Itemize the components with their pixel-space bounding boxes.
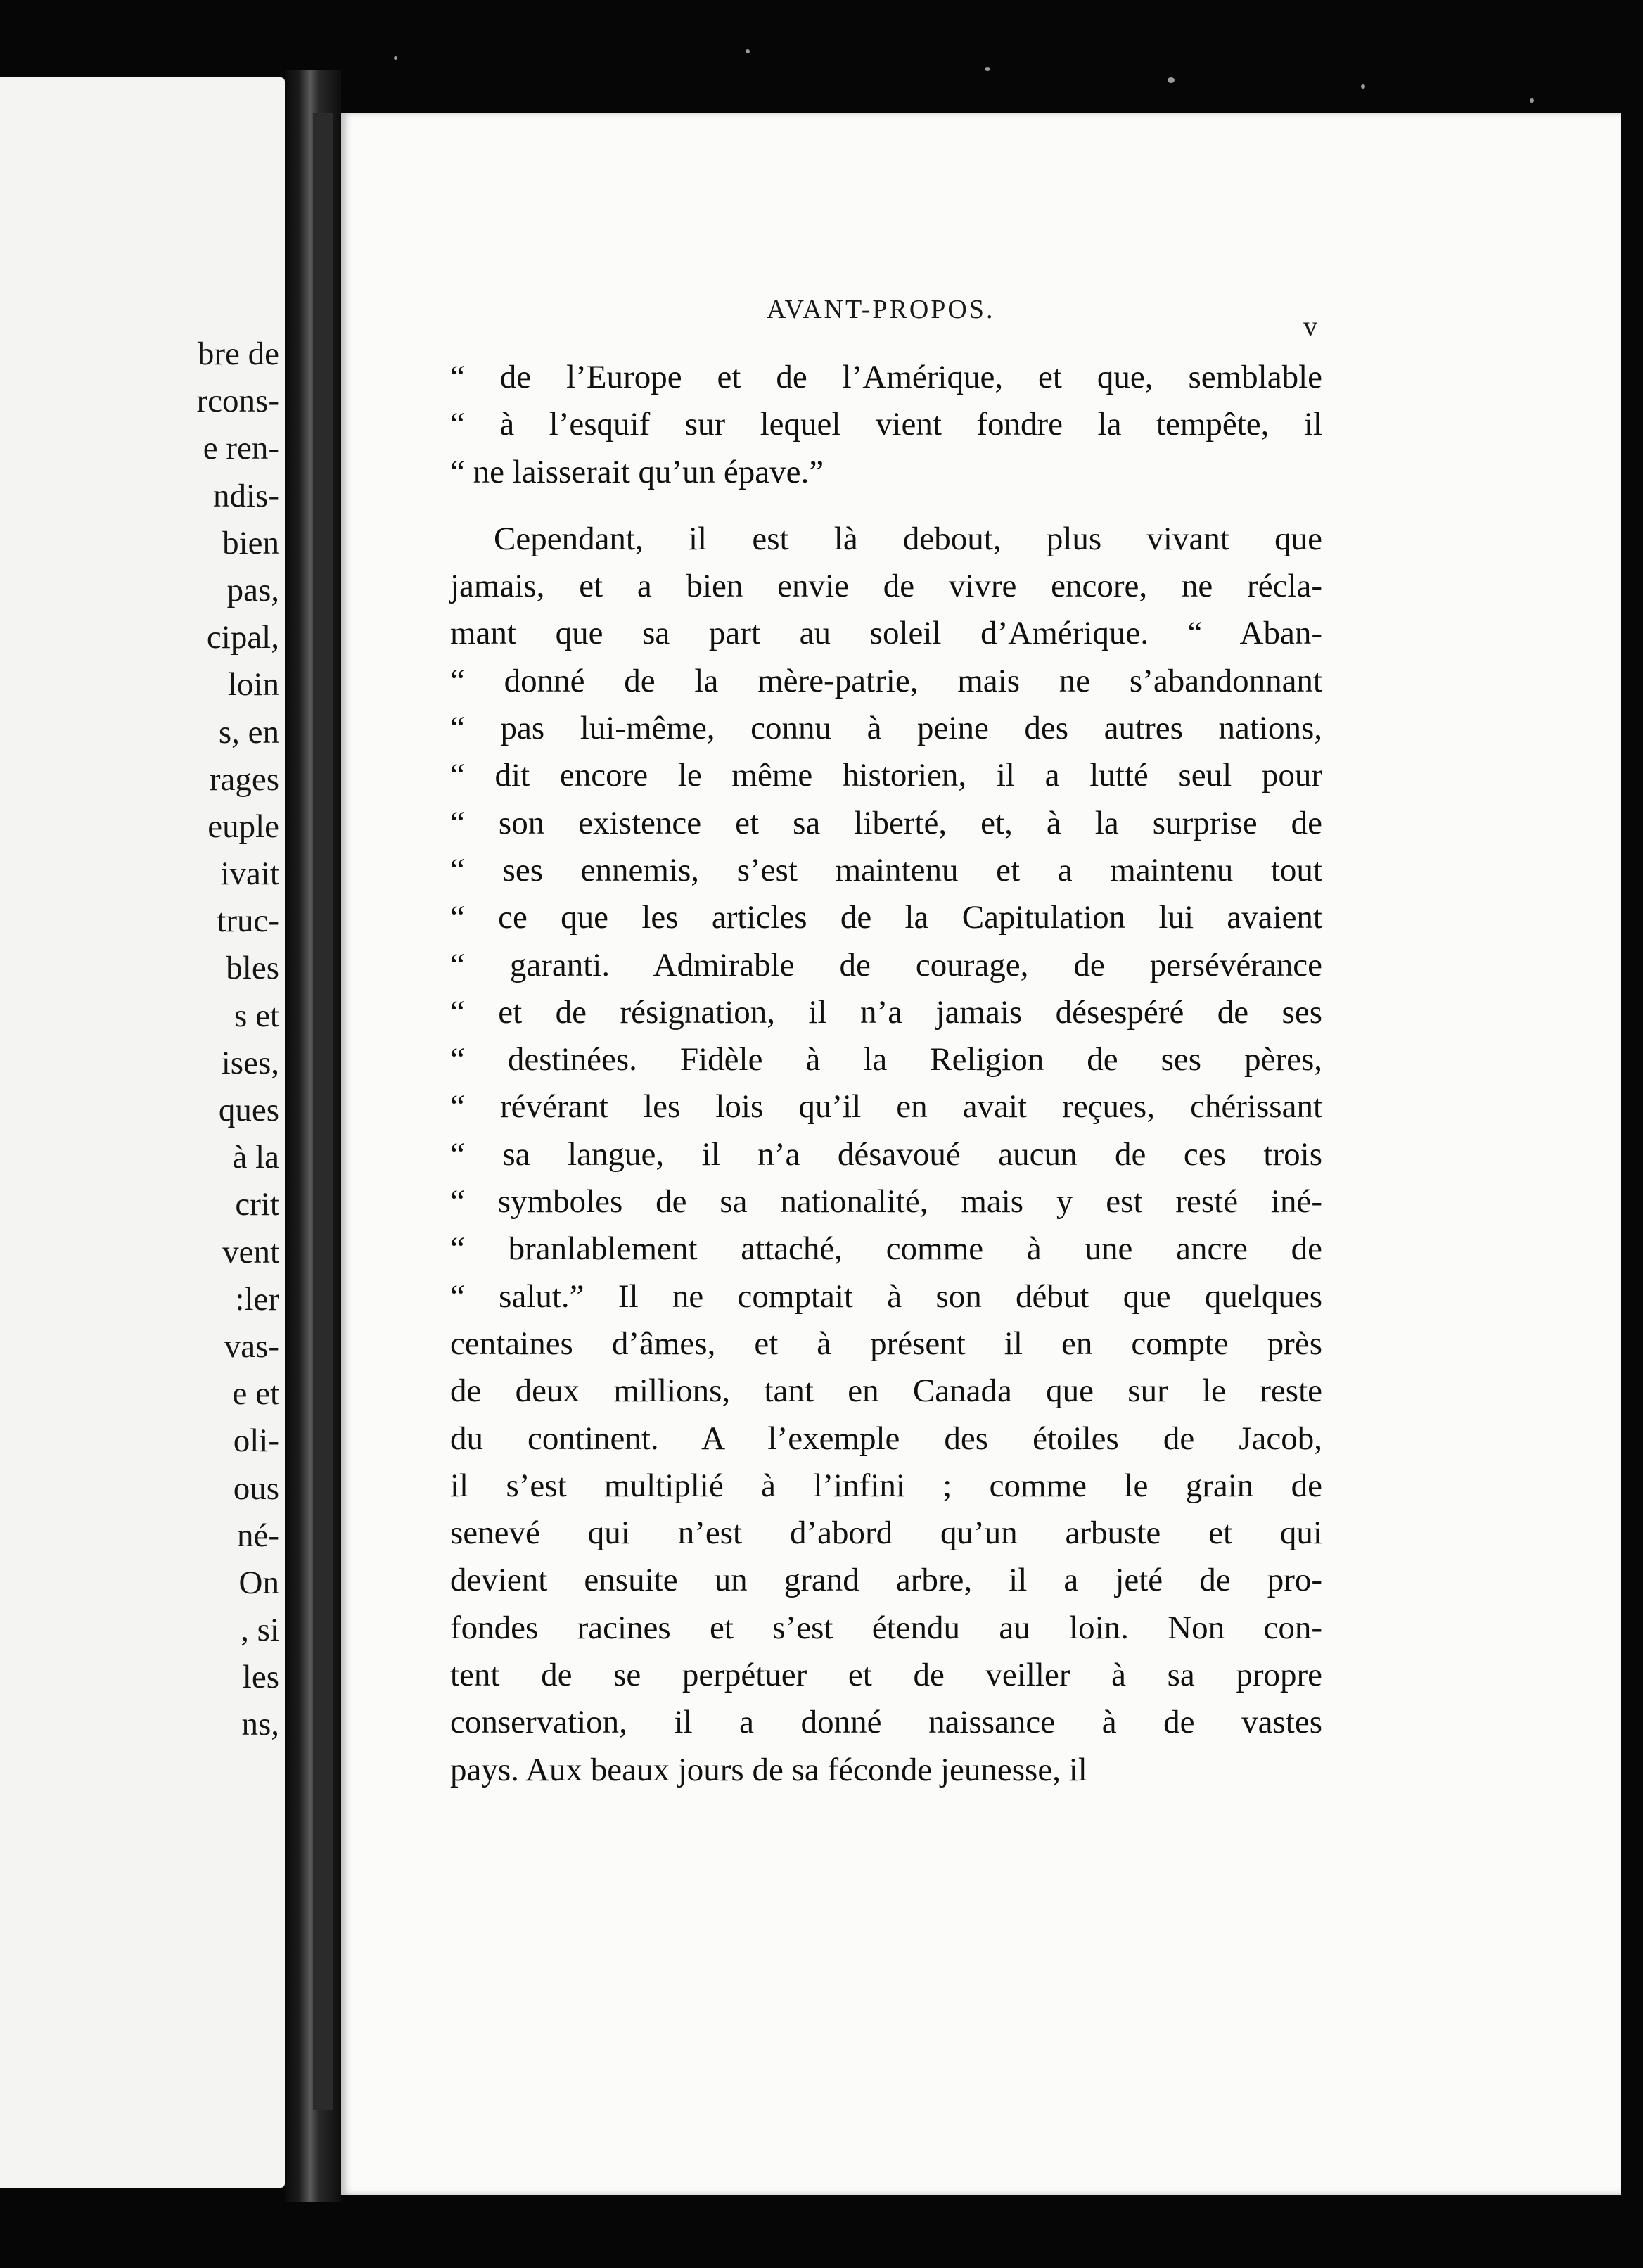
previous-page-line-fragment: bre de: [197, 336, 279, 372]
text-line: “ branlablement attaché, comme à une ancre de: [450, 1230, 1322, 1268]
text-line: “ révérant les lois qu’il en avait reçues, chérissant: [450, 1088, 1322, 1126]
previous-page-line-fragment: :ler: [235, 1280, 279, 1318]
previous-page-line-fragment: vas-: [224, 1327, 279, 1365]
previous-page-line-fragment: bien: [222, 524, 279, 561]
previous-page-line-fragment: oli-: [233, 1422, 279, 1460]
previous-page-line-fragment: pas,: [226, 571, 279, 609]
previous-page-line-fragment: ndis-: [213, 477, 279, 514]
paragraph-2: [450, 516, 1322, 1794]
scan-speck: [1530, 98, 1534, 103]
text-line: “ dit encore le même historien, il a lutté seul pour: [450, 757, 1322, 794]
text-line: du continent. A l’exemple des étoiles de Jacob,: [450, 1420, 1322, 1457]
previous-page-line-fragment: ns,: [241, 1706, 279, 1743]
text-line: “ son existence et sa liberté, et, à la surprise de: [450, 804, 1322, 841]
previous-page-text: [68, 331, 279, 1749]
previous-page-line-fragment: crit: [235, 1186, 279, 1223]
text-line: “ sa langue, il n’a désavoué aucun de ces trois: [450, 1135, 1322, 1173]
previous-page-line-fragment: rages: [209, 760, 279, 798]
text-line: jamais, et a bien envie de vivre encore, ne récla-: [450, 568, 1322, 605]
text-line: “ garanti. Admirable de courage, de persévérance: [450, 946, 1322, 983]
previous-page-line-fragment: ivait: [220, 855, 279, 893]
previous-page-line-fragment: cipal,: [206, 619, 279, 656]
text-line: “ ses ennemis, s’est maintenu et a maintenu tout: [450, 851, 1322, 888]
previous-page-line-fragment: rcons-: [196, 383, 279, 420]
paragraph-gap: [450, 496, 1322, 516]
text-line: senevé qui n’est d’abord qu’un arbuste et qui: [450, 1515, 1322, 1552]
text-line: pays. Aux beaux jours de sa féconde jeunesse, il: [450, 1751, 1087, 1788]
running-head: AVANT-PROPOS.: [767, 295, 995, 324]
previous-page-line-fragment: euple: [207, 808, 279, 845]
text-line: devient ensuite un grand arbre, il a jeté de pro-: [450, 1562, 1322, 1599]
text-line: “ pas lui-même, connu à peine des autres nations,: [450, 710, 1322, 747]
text-line: “ et de résignation, il n’a jamais désespéré de ses: [450, 993, 1322, 1031]
previous-page-line-fragment: né-: [236, 1517, 279, 1554]
paragraph-1: [450, 354, 1322, 496]
text-line: “ symboles de sa nationalité, mais y est resté iné-: [450, 1183, 1322, 1221]
scan-speck: [985, 67, 990, 71]
text-line: “ à l’esquif sur lequel vient fondre la tempête, il: [450, 406, 1322, 443]
previous-page-line-fragment: vent: [222, 1233, 279, 1270]
text-line: il s’est multiplié à l’infini ; comme le grain de: [450, 1467, 1322, 1504]
previous-page-line-fragment: e ren-: [203, 430, 279, 467]
binding-shadow: [313, 113, 333, 2110]
previous-page-line-fragment: ous: [233, 1470, 279, 1507]
scan-speck: [746, 49, 750, 53]
text-line: “ donné de la mère-patrie, mais ne s’abandonnant: [450, 662, 1322, 699]
previous-page-line-fragment: les: [242, 1659, 279, 1696]
text-line: centaines d’âmes, et à présent il en compte près: [450, 1325, 1322, 1362]
previous-page-line-fragment: s et: [234, 997, 279, 1034]
previous-page-line-fragment: truc-: [217, 903, 279, 940]
previous-page-line-fragment: On: [238, 1564, 279, 1601]
previous-page-line-fragment: e et: [232, 1375, 279, 1413]
text-line: “ destinées. Fidèle à la Religion de ses pères,: [450, 1041, 1322, 1078]
previous-page-line-fragment: s, en: [218, 713, 279, 751]
scan-speck: [394, 56, 397, 60]
previous-page-line-fragment: loin: [227, 666, 279, 703]
previous-page-line-fragment: ques: [218, 1092, 279, 1128]
page-number: v: [1303, 310, 1317, 342]
text-line: “ salut.” Il ne comptait à son début que quelques: [450, 1278, 1322, 1315]
text-line: fondes racines et s’est étendu au loin. Non con-: [450, 1609, 1322, 1646]
previous-page-line-fragment: bles: [226, 950, 279, 987]
text-line: conservation, il a donné naissance à de vastes: [450, 1704, 1322, 1741]
previous-page: [0, 77, 285, 2188]
scan-speck: [1361, 84, 1365, 89]
previous-page-line-fragment: ises,: [221, 1044, 279, 1081]
text-line: “ ne laisserait qu’un épave.”: [450, 453, 824, 490]
previous-page-line-fragment: à la: [232, 1139, 279, 1176]
text-line: “ ce que les articles de la Capitulation lui avaient: [450, 899, 1322, 936]
text-line: “ de l’Europe et de l’Amérique, et que, semblable: [450, 359, 1322, 395]
text-line: de deux millions, tant en Canada que sur le reste: [450, 1372, 1322, 1410]
text-line: tent de se perpétuer et de veiller à sa propre: [450, 1657, 1322, 1694]
previous-page-line-fragment: , si: [241, 1612, 279, 1649]
text-line: Cependant, il est là debout, plus vivant que: [494, 520, 1322, 557]
text-line: mant que sa part au soleil d’Amérique. “ Aban-: [450, 615, 1322, 652]
page-body-text: [450, 354, 1322, 1794]
scan-speck: [1168, 77, 1175, 83]
